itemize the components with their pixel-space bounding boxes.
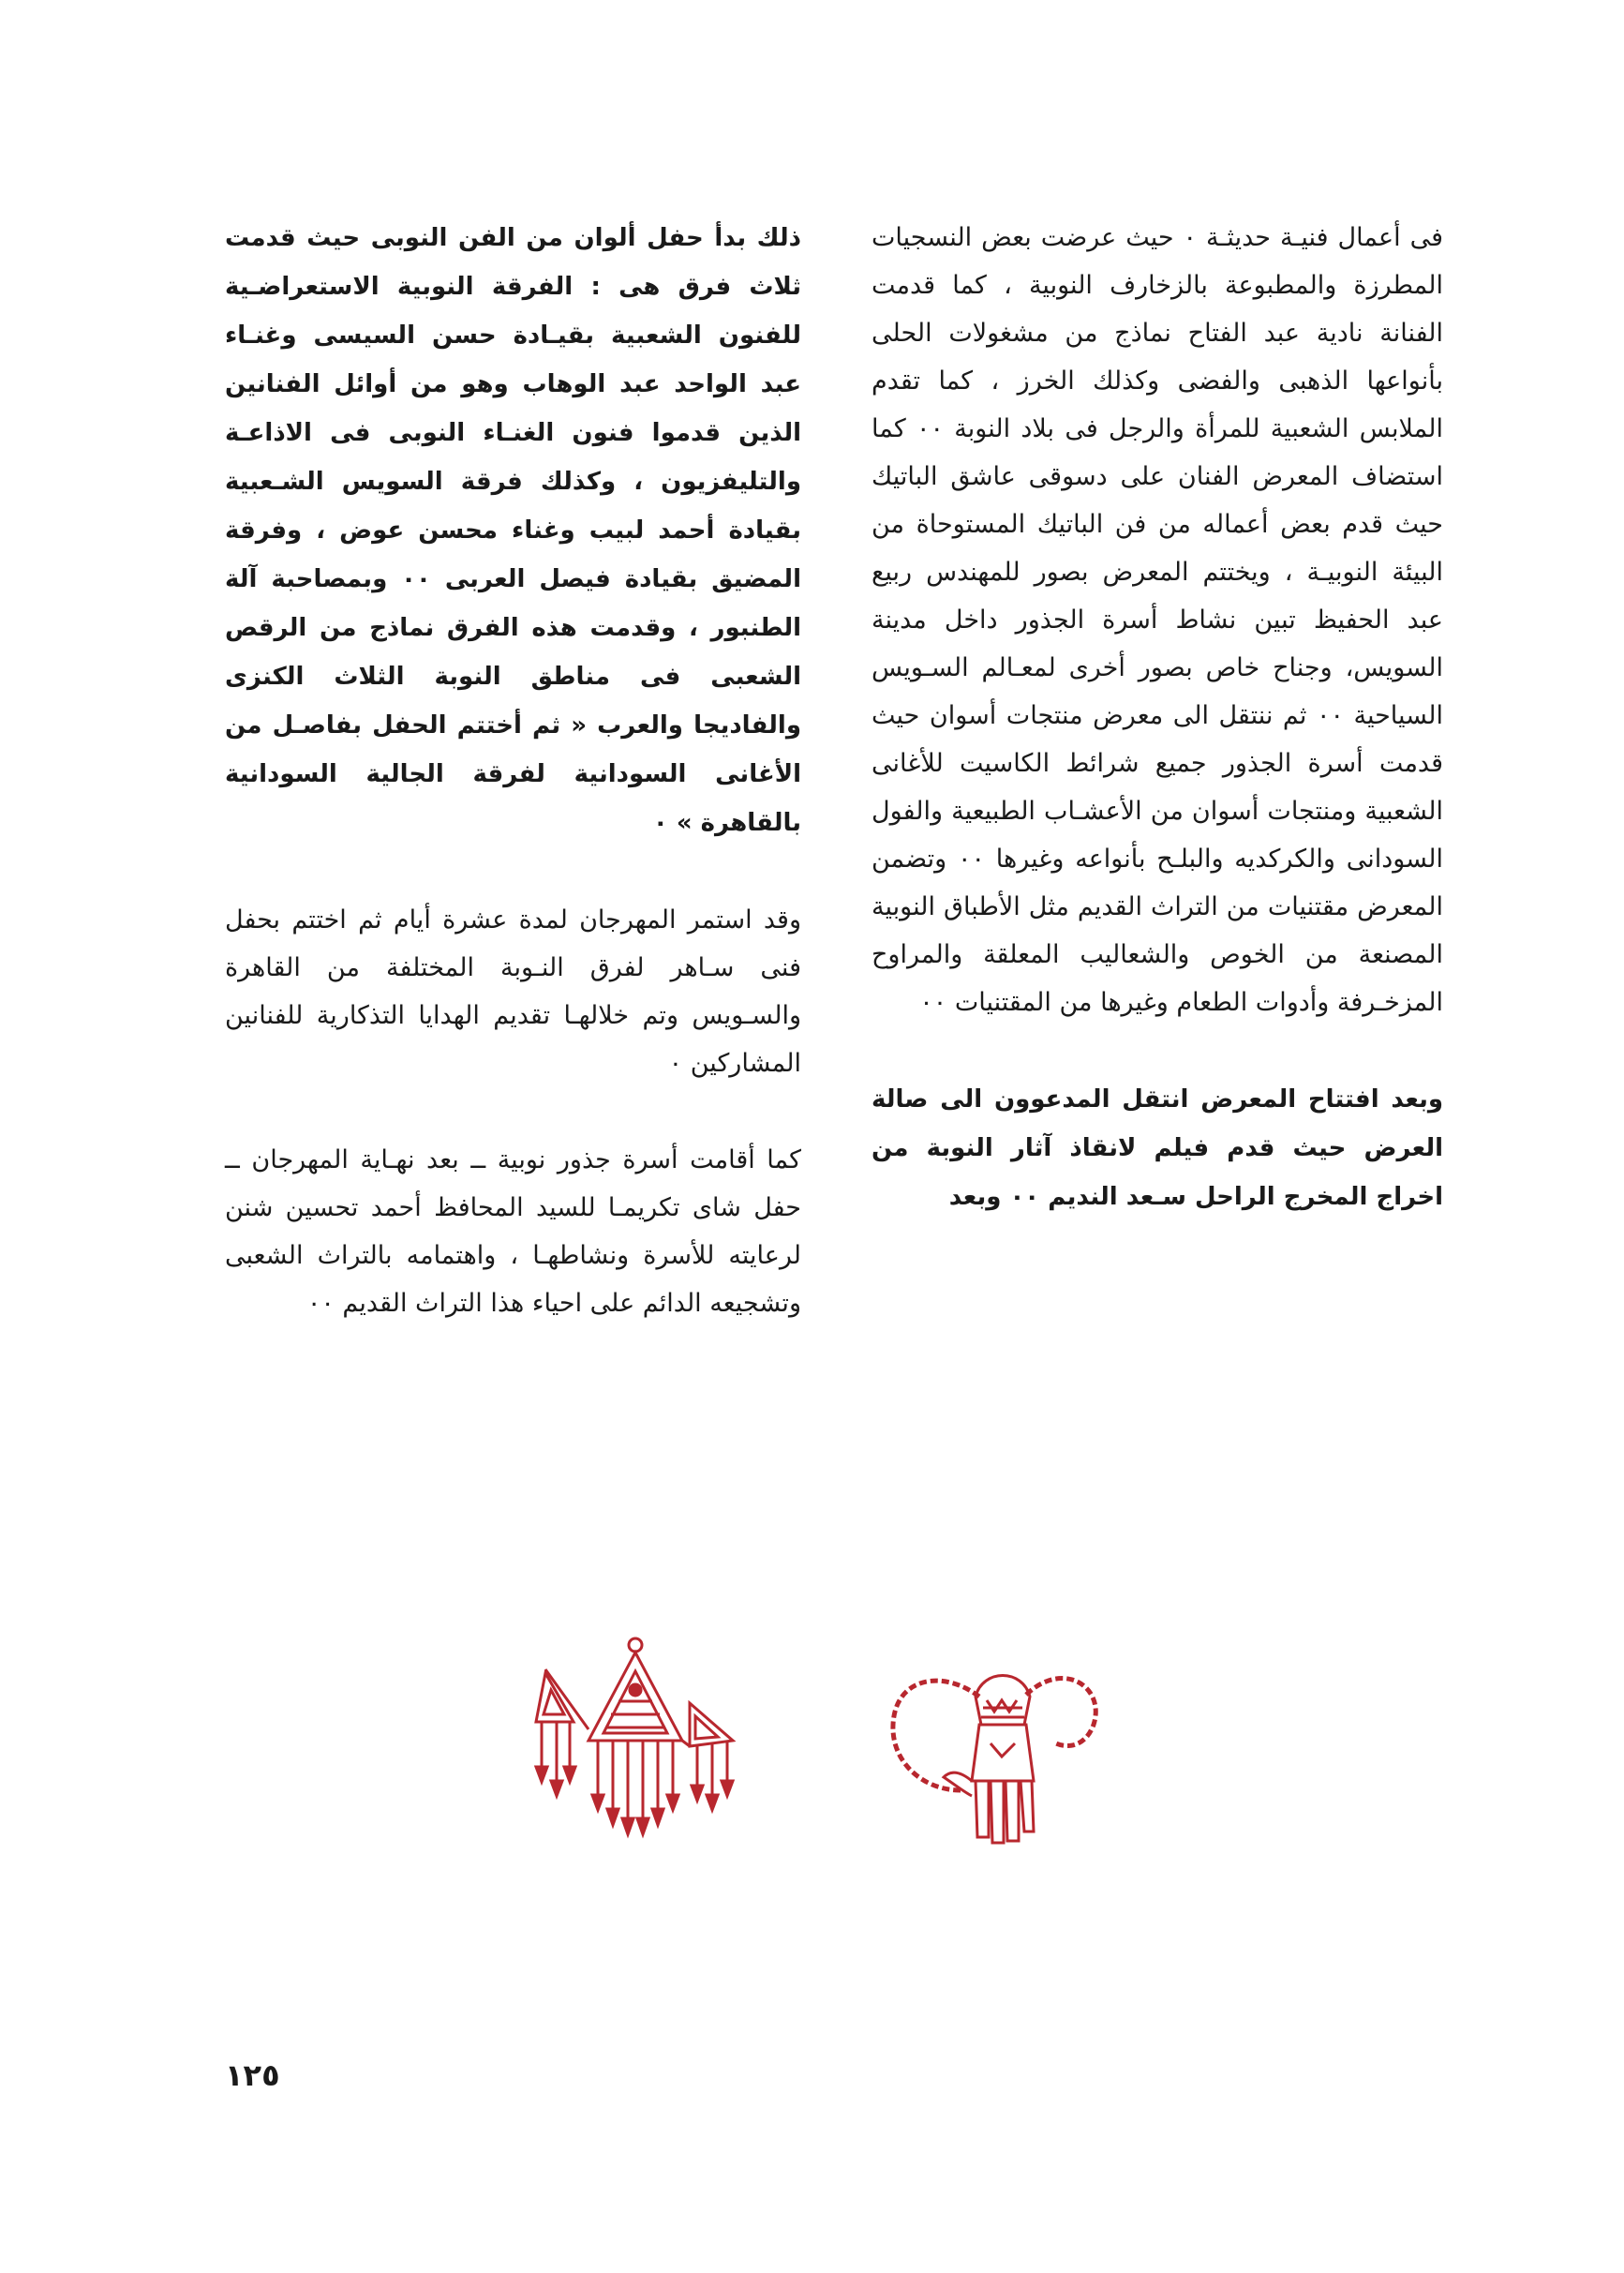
page-number: ١٢٥ bbox=[225, 2057, 280, 2093]
nubian-earring-icon bbox=[525, 1636, 750, 1842]
right-column bbox=[872, 214, 1443, 1221]
right-column-paragraph-1: فى أعمال فنيـة حديثـة ٠ حيث عرضت بعض النسجيات المطرزة والمطبوعة بالزخارف النوبية ، كما قدمت الفنانة نادية عبد الفتاح نماذج من مشغولات الحلى بأنواعها الذهبى والفضى وكذلك الخرز ، كما تقدم الملابس الشعبية للمرأة والرجل فى بلاد النوبة ٠٠ كما استضاف المعرض الفنان على دسوقى عاشق الباتيك حيث قدم بعض أعماله من فن الباتيك المستوحاة من البيئة النوبيـة ، ويختتم المعرض بصور للمهندس ربيع عبد الحفيظ تبين نشاط أسرة الجذور داخل مدينة السويس، وجناح خاص بصور أخرى لمعـالم السـويس السياحية ٠٠ ثم ننتقل الى معرض منتجات أسوان حيث قدمت أسرة الجذور جميع شرائط الكاسيت للأغانى الشعبية ومنتجات أسوان من الأعشـاب الطبيعية والفول السودانى والكركديه والبلـح بأنواعه وغيرها ٠٠ وتضمن المعرض مقتنيات من التراث القديم مثل الأطباق النوبية المصنعة من الخوص والشعاليب المعلقة والمراوح المزخـرفة وأدوات الطعام وغيرها من المقتنيات ٠٠ bbox=[872, 223, 1443, 1017]
ornament-illustrations bbox=[525, 1636, 1462, 1861]
right-column-paragraph-2: وبعد افتتاح المعرض انتقل المدعوون الى صالة العرض حيث قدم فيلم لانقاذ آثار النوبة من اخراج المخرج الراحل سـعد النديم ٠٠ وبعد bbox=[872, 1085, 1443, 1211]
left-column-paragraph-2: وقد استمر المهرجان لمدة عشرة أيام ثم اختتم بحفل فنى سـاهر لفرق النـوبة المختلفة من القاهرة والسـويس وتم خلالهـا تقديم الهدايا التذكارية للفنانين المشاركين ٠ bbox=[225, 905, 801, 1078]
left-column-paragraph-1: ذلك بدأ حفل ألوان من الفن النوبى حيث قدمت ثلاث فرق هى : الفرقة النوبية الاستعراضـية للفنون الشعبية بقيـادة حسن السيسى وغنـاء عبد الواحد عبد الوهاب وهو من أوائل الفنانين الذين قدموا فنون الغنـاء النوبى فى الاذاعـة والتليفزيون ، وكذلك فرقة السويس الشـعبية بقيادة أحمد لبيب وغناء محسن عوض ، وفرقة المضيق بقيادة فيصل العربى ٠٠ وبمصاحبة آلة الطنبور ، وقدمت هذه الفرق نماذج من الرقص الشعبى فى مناطق النوبة الثلاث الكنزى والفاديجا والعرب « ثم أختتم الحفل بفاصـل من الأغانى السودانية لفرقة الجالية السودانية بالقاهرة » ٠ bbox=[225, 224, 801, 837]
nubian-hand-amulet-icon bbox=[886, 1659, 1120, 1847]
left-column-paragraph-3: كما أقامت أسرة جذور نوبية ــ بعد نهـاية المهرجان ــ حفل شاى تكريمـا للسيد المحافظ أحمد تحسين شنن لرعايته للأسرة ونشاطهـا ، واهتمامه بالتراث الشعبى وتشجيعه الدائم على احياء هذا التراث القديم ٠٠ bbox=[225, 1145, 801, 1318]
left-column bbox=[225, 214, 801, 1327]
